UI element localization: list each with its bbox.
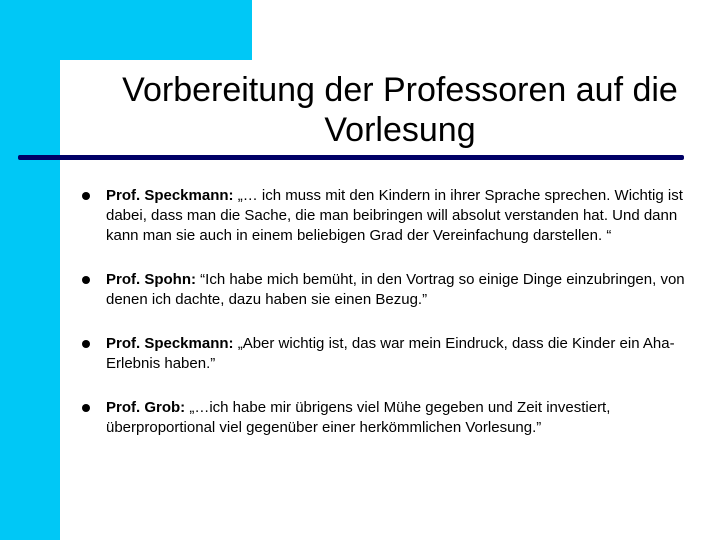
quote-list — [80, 186, 700, 438]
slide-title: Vorbereitung der Professoren auf die Vorlesung — [122, 71, 678, 149]
left-accent-bar — [0, 0, 60, 540]
speaker-name: Prof. Speckmann: — [106, 335, 234, 352]
bullet-dot-icon — [82, 192, 90, 200]
speaker-name: Prof. Speckmann: — [106, 187, 234, 204]
list-item — [80, 186, 700, 246]
top-accent-bar — [0, 0, 252, 60]
quote-text: „Aber wichtig ist, das war mein Eindruck, dass die Kinder ein Aha-Erlebnis haben.” — [106, 335, 675, 372]
quote-text: „…ich habe mir übrigens viel Mühe gegeben und Zeit investiert, überproportional viel gegenüber einer herkömmlichen Vorlesung.” — [106, 399, 611, 436]
list-item — [80, 398, 700, 438]
bullet-dot-icon — [82, 404, 90, 412]
speaker-name: Prof. Spohn: — [106, 271, 196, 288]
quote-text: “Ich habe mich bemüht, in den Vortrag so einige Dinge einzubringen, von denen ich dachte, dazu haben sie einen Bezug.” — [106, 271, 685, 308]
title-underline-rule — [18, 155, 684, 160]
list-item — [80, 270, 700, 310]
bullet-dot-icon — [82, 340, 90, 348]
speaker-name: Prof. Grob: — [106, 399, 186, 416]
bullet-dot-icon — [82, 276, 90, 284]
list-item — [80, 334, 700, 374]
quote-text: „… ich muss mit den Kindern in ihrer Sprache sprechen. Wichtig ist dabei, dass man die Sache, die man beibringen will absolut verstanden hat. Und dann kann man sie auch in einem beliebigen Grad der Vereinfachung darstellen. “ — [106, 187, 683, 244]
